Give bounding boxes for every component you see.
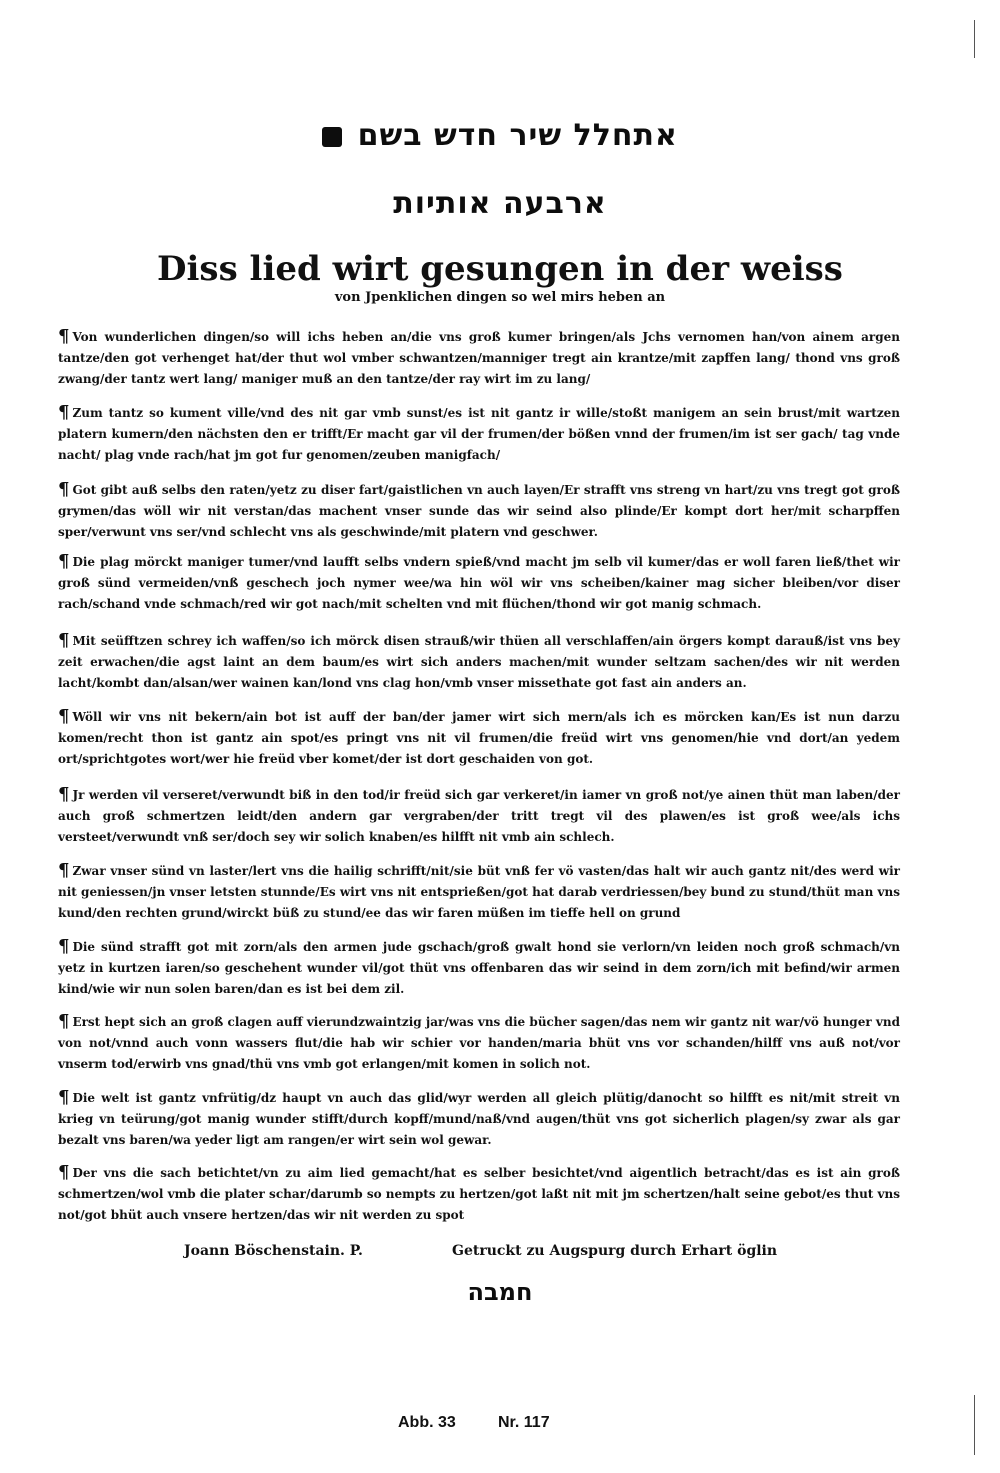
stanza-text: Von wunderlichen dingen/so will ichs heben an/die vns groß kumer bringen/als Jchs vernomen han/von ainem argen tantze/den got verhenget hat/der thut wol vmber schwantzen/manniger tregt ain krantze/mit zapffen lang/ thond vns groß zwang/der tantz wert lang/ maniger muß an den tantze/der ray wirt im zu lang/ bbox=[58, 330, 900, 386]
catalog-number: Nr. 117 bbox=[498, 1414, 550, 1431]
figure-label: Abb. 33 bbox=[398, 1414, 456, 1431]
pilcrow-icon: ¶ bbox=[58, 402, 70, 423]
stanza-paragraph bbox=[58, 403, 900, 466]
song-title: Diss lied wirt gesungen in der weiss bbox=[157, 249, 843, 289]
stanza-paragraph bbox=[58, 552, 900, 615]
stanza-text: Jr werden vil verseret/verwundt biß in den tod/ir freüd sich gar verkeret/in iamer vn groß not/ye ainen thüt man laben/der auch groß schmertzen leidt/den andern gar vergraben/der tritt tregt vil des plawen/es ist groß wee/als ichs versteet/verwundt vnß ser/doch sey wir solich knaben/es hilfft nit vmb ain schlech. bbox=[58, 788, 900, 844]
song-subtitle: von Jpenklichen dingen so wel mirs heben an bbox=[334, 290, 666, 305]
hebrew-heading-text-1: אתחלל שיר חדש בשם bbox=[357, 118, 678, 153]
pilcrow-icon: ¶ bbox=[58, 936, 70, 957]
stanza-text: Die sünd strafft got mit zorn/als den armen jude gschach/groß gwalt hond sie verlorn/vn leiden noch groß schmach/vn yetz in kurtzen iaren/so geschehent wunder vil/got thüt vns offenbaren das wir seind in dem zorn/ich mit befind/wir armen kind/wie wir nun solen baren/dan es ist bei dem zil. bbox=[58, 940, 900, 996]
stanza-text: Wöll wir vns nit bekern/ain bot ist auff der ban/der jamer wirt sich mern/als ich es mörcken kan/Es ist nun darzu komen/recht thon ist gantz ain spot/es pringt vns nit vil frumen/die freüd wirt vns genomen/hie vnd dort/an yedem ort/sprichtgotes wort/wer hie freüd vber komet/der ist dort geschaiden von got. bbox=[58, 710, 900, 766]
stanza-paragraph bbox=[58, 480, 900, 543]
pilcrow-icon: ¶ bbox=[58, 479, 70, 500]
stanza-text: Die welt ist gantz vnfrütig/dz haupt vn auch das glid/wyr werden all gleich plütig/danocht so hilfft es nit/mit streit vn krieg vn teürung/got manig wunder stifft/durch kopff/mund/naß/vnd augen/thüt vns got sicherlich plagen/sy zwar als gar bezalt vns baren/wa yeder ligt am rangen/er wirt sein wol gewar. bbox=[58, 1091, 900, 1147]
margin-marks bbox=[968, 0, 982, 1473]
pilcrow-icon: ¶ bbox=[58, 551, 70, 572]
pilcrow-icon: ¶ bbox=[58, 630, 70, 651]
pilcrow-icon: ¶ bbox=[58, 1087, 70, 1108]
author-signature: Joann Böschenstain. P. bbox=[184, 1243, 363, 1259]
stanza-paragraph bbox=[58, 631, 900, 694]
pilcrow-icon: ¶ bbox=[58, 1011, 70, 1032]
margin-mark bbox=[974, 20, 975, 58]
hebrew-heading-line-2: ארבעה אותיות bbox=[393, 186, 607, 221]
hebrew-colophon: חמבה bbox=[467, 1278, 533, 1306]
stanza-text: Die plag mörckt maniger tumer/vnd laufft selbs vndern spieß/vnd macht jm selb vil kumer/das er woll faren ließ/thet wir groß sünd vermeiden/vnß geschech joch nymer wee/wa hin wöl wir vns scheiben/kainer mag sicher bleiben/vor diser rach/schand vnde schmach/red wir got nach/mit schelten vnd mit flüchen/thond wir got manig schmach. bbox=[58, 555, 900, 611]
stanza-paragraph bbox=[58, 707, 900, 770]
stanza-text: Der vns die sach betichtet/vn zu aim lied gemacht/hat es selber besichtet/vnd aigentlich betracht/das es ist ain groß schmertzen/wol vmb die plater schar/darumb so nempts zu hertzen/got laßt nit mit jm schertzen/halt seine gebot/es thut vns not/got bhüt auch vnsere hertzen/das wir nit werden zu spot bbox=[58, 1166, 900, 1222]
stanza-text: Erst hept sich an groß clagen auff vierundzwaintzig jar/was vns die bücher sagen/das nem wir gantz nit war/vö hunger vnd von not/vnnd auch vonn wassers flut/die hab wir schier vor handen/maria bhüt vns vor schanden/hilff vns auß not/vor vnserm tod/erwirb vns gnad/thü vns vmb got erlangen/mit komen in solich not. bbox=[58, 1015, 900, 1071]
stanza-text: Zwar vnser sünd vn laster/lert vns die hailig schrifft/nit/sie büt vnß fer vö vasten/das halt wir auch gantz nit/des werd wir nit geniessen/jn vnser letsten stunnde/Es wirt vns nit entsprießen/got hat darab verdriessen/bey bund zu stund/thüt man vns kund/den rechten grund/wirckt büß zu stund/ee das wir faren müßen im tieffe hell on grund bbox=[58, 864, 900, 920]
stanza-paragraph bbox=[58, 327, 900, 390]
stanza-paragraph bbox=[58, 1163, 900, 1226]
stanza-paragraph bbox=[58, 1012, 900, 1075]
stanza-paragraph bbox=[58, 1088, 900, 1151]
pilcrow-icon: ¶ bbox=[58, 706, 70, 727]
stanza-text: Got gibt auß selbs den raten/yetz zu diser fart/gaistlichen vn auch layen/Er strafft vns streng vn hart/zu vns tregt got groß grymen/das wöll wir nit verstan/das machent vnser sunde das wir seind also plinde/Er kompt dort her/mit scharpffen sper/verwunt vns ser/vnd schlecht vns als geschwinde/mit platern vnd geschwer. bbox=[58, 483, 900, 539]
pilcrow-icon: ¶ bbox=[58, 860, 70, 881]
printer-colophon: Getruckt zu Augspurg durch Erhart öglin bbox=[452, 1243, 778, 1259]
pilcrow-icon: ¶ bbox=[58, 784, 70, 805]
stanza-paragraph bbox=[58, 785, 900, 848]
hebrew-heading-line-1 bbox=[0, 118, 1000, 153]
pilcrow-icon: ¶ bbox=[58, 326, 70, 347]
pilcrow-icon: ¶ bbox=[58, 1162, 70, 1183]
stanza-paragraph bbox=[58, 937, 900, 1000]
stanza-text: Mit seüfftzen schrey ich waffen/so ich mörck disen strauß/wir thüen all verschlaffen/ain örgers kompt darauß/ist vns bey zeit erwachen/die agst laint an dem baum/es wirt sich anders machen/mit wunder seltzam sachen/des wir nit werden lacht/kombt dan/alsan/wer wainen kan/lond vns clag hon/vmb vnser missethate got fast ain anders an. bbox=[58, 634, 900, 690]
margin-mark bbox=[974, 1395, 975, 1455]
stanza-paragraph bbox=[58, 861, 900, 924]
stanza-text: Zum tantz so kument ville/vnd des nit gar vmb sunst/es ist nit gantz ir wille/stoßt manigem an sein brust/mit wartzen platern kumern/den nächsten den er trifft/Er macht gar vil der frumen/der bößen vnnd der frumen/im ist ser gach/ tag vnde nacht/ plag vnde rach/hat jm got fur genomen/zeuben manigfach/ bbox=[58, 406, 900, 462]
ornament-block-icon bbox=[322, 127, 342, 147]
